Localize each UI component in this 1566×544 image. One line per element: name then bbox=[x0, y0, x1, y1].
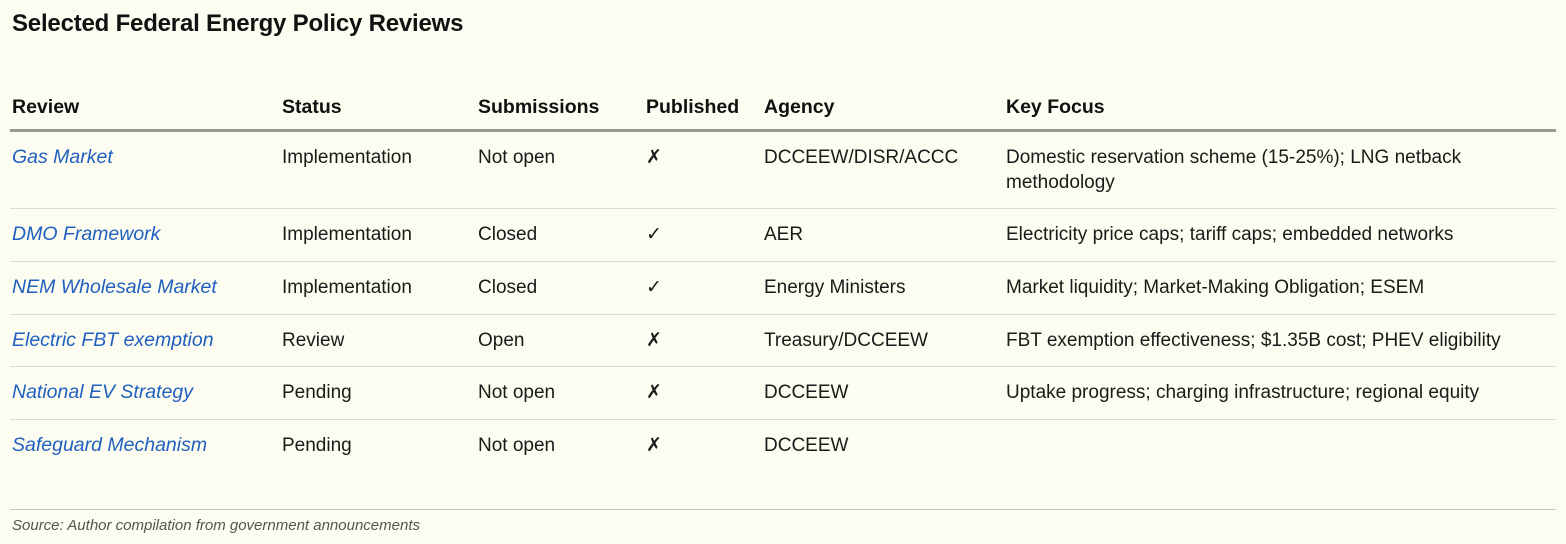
table-row bbox=[10, 261, 1556, 314]
published-cell: ✗ bbox=[644, 131, 762, 209]
review-link[interactable]: NEM Wholesale Market bbox=[12, 275, 217, 298]
submissions-cell: Not open bbox=[476, 131, 644, 209]
agency-cell: DCCEEW bbox=[762, 367, 1004, 420]
policy-reviews-table bbox=[10, 92, 1556, 467]
status-cell: Implementation bbox=[280, 261, 476, 314]
table-row bbox=[10, 131, 1556, 209]
agency-cell: Energy Ministers bbox=[762, 261, 1004, 314]
key-focus-cell: FBT exemption effectiveness; $1.35B cost; PHEV eligibility bbox=[1004, 314, 1556, 367]
review-link[interactable]: Electric FBT exemption bbox=[12, 328, 214, 351]
column-header-review: Review bbox=[10, 92, 280, 131]
review-link[interactable]: Safeguard Mechanism bbox=[12, 434, 208, 457]
status-cell: Implementation bbox=[280, 131, 476, 209]
table-row bbox=[10, 420, 1556, 467]
review-cell bbox=[10, 367, 280, 420]
table-row bbox=[10, 367, 1556, 420]
agency-cell: DCCEEW bbox=[764, 435, 849, 457]
published-cell: ✓ bbox=[644, 209, 762, 262]
source-divider bbox=[10, 509, 1556, 510]
status-cell: Implementation bbox=[280, 209, 476, 262]
column-header-key-focus: Key Focus bbox=[1004, 92, 1556, 131]
table-row bbox=[10, 209, 1556, 262]
submissions-cell: Not open bbox=[478, 435, 556, 457]
agency-cell: AER bbox=[762, 209, 1004, 262]
table-row bbox=[10, 314, 1556, 367]
status-cell: Review bbox=[280, 314, 476, 367]
table-header-row bbox=[10, 92, 1556, 131]
review-cell bbox=[10, 314, 280, 367]
review-cell bbox=[10, 131, 280, 209]
column-header-submissions: Submissions bbox=[476, 92, 644, 131]
key-focus-cell: Domestic reservation scheme (15-25%); LNG netback methodology bbox=[1004, 131, 1556, 209]
review-cell bbox=[10, 261, 280, 314]
column-header-agency: Agency bbox=[762, 92, 1004, 131]
key-focus-cell: Electricity price caps; tariff caps; embedded networks bbox=[1004, 209, 1556, 262]
published-cell: ✗ bbox=[644, 314, 762, 367]
status-cell: Pending bbox=[282, 435, 352, 457]
source-note: Source: Author compilation from government announcements bbox=[12, 517, 420, 534]
table-header bbox=[10, 92, 1556, 131]
key-focus-cell: Market liquidity; Market-Making Obligation; ESEM bbox=[1004, 261, 1556, 314]
published-cell: ✗ bbox=[646, 435, 662, 457]
review-link[interactable]: DMO Framework bbox=[12, 223, 161, 246]
table-body bbox=[10, 131, 1556, 467]
submissions-cell: Closed bbox=[476, 209, 644, 262]
agency-cell: DCCEEW/DISR/ACCC bbox=[762, 131, 1004, 209]
published-cell: ✗ bbox=[644, 367, 762, 420]
key-focus-cell bbox=[1004, 420, 1556, 467]
submissions-cell: Closed bbox=[476, 261, 644, 314]
review-link[interactable]: Gas Market bbox=[12, 146, 113, 168]
agency-cell: Treasury/DCCEEW bbox=[762, 314, 1004, 367]
key-focus-cell: Uptake progress; charging infrastructure; regional equity bbox=[1004, 367, 1556, 420]
page-title: Selected Federal Energy Policy Reviews bbox=[12, 10, 464, 37]
review-cell bbox=[10, 209, 280, 262]
column-header-published: Published bbox=[644, 92, 762, 131]
submissions-cell: Open bbox=[476, 314, 644, 367]
status-cell: Pending bbox=[280, 367, 476, 420]
submissions-cell: Not open bbox=[476, 367, 644, 420]
review-cell bbox=[10, 420, 280, 467]
published-cell: ✓ bbox=[644, 261, 762, 314]
review-link[interactable]: National EV Strategy bbox=[12, 381, 194, 404]
column-header-status: Status bbox=[280, 92, 476, 131]
